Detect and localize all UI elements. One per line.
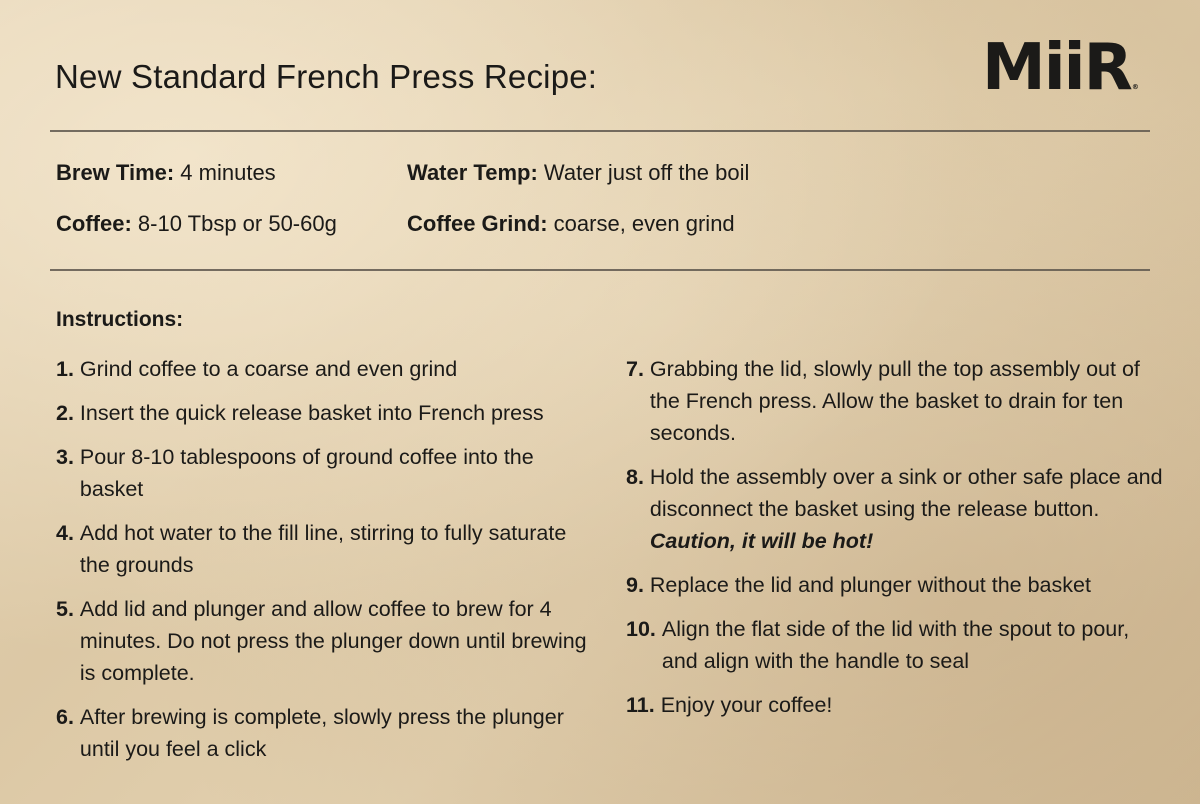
step-number: 7. [626,357,650,381]
spec-coffee [56,211,337,237]
step-text-main: Hold the assembly over a sink or other safe place and disconnect the basket using the release button. [649,465,1163,521]
step-number: 1. [56,357,80,381]
instruction-step-2 [56,397,601,429]
step-text: Add hot water to the fill line, stirring to fully saturate the grounds [79,521,567,577]
page-title: New Standard French Press Recipe: [55,58,598,95]
spec-coffee-grind-label: Coffee Grind: [407,211,548,236]
step-text: Grabbing the lid, slowly pull the top assembly out of the French press. Allow the basket to drain for ten seconds. [649,357,1140,445]
instruction-step-6 [56,701,601,765]
instruction-step-4 [56,517,601,581]
instruction-step-7 [626,353,1166,449]
step-number: 2. [56,401,80,425]
step-text: After brewing is complete, slowly press the plunger until you feel a click [79,705,564,761]
step-text: Insert the quick release basket into French press [79,401,544,425]
instruction-step-9 [626,569,1166,601]
step-text: Grind coffee to a coarse and even grind [79,357,458,381]
spec-brew-time [56,160,276,186]
instruction-step-5 [56,593,601,689]
step-text: Pour 8-10 tablespoons of ground coffee into the basket [79,445,534,501]
instructions-column-right [626,353,1166,733]
instruction-step-1 [56,353,601,385]
spec-brew-time-label: Brew Time: [56,160,175,185]
step-number: 9. [626,573,650,597]
step-number: 11. [626,693,661,717]
instruction-step-10 [626,613,1166,677]
spec-coffee-grind-value: coarse, even grind [547,211,735,236]
spec-brew-time-value: 4 minutes [174,160,276,185]
step-text [650,461,1166,557]
instructions-heading: Instructions: [56,308,184,331]
spec-water-temp-label: Water Temp: [407,160,538,185]
divider-bottom [50,269,1150,271]
spec-coffee-grind [407,211,735,237]
instruction-step-8 [626,461,1166,557]
spec-coffee-value: 8-10 Tbsp or 50-60g [131,211,337,236]
trademark-symbol: ® [1131,83,1139,91]
instructions-column-left [56,353,601,777]
step-text: Align the flat side of the lid with the spout to pour, and align with the handle to seal [661,617,1130,673]
instruction-step-3 [56,441,601,505]
step-text: Replace the lid and plunger without the basket [649,573,1091,597]
spec-coffee-label: Coffee: [56,211,132,236]
instruction-step-11 [626,689,1166,721]
spec-water-temp [407,160,749,186]
miir-logo [982,31,1139,105]
divider-top [50,130,1150,132]
step-text: Add lid and plunger and allow coffee to brew for 4 minutes. Do not press the plunger down until brewing is complete. [79,597,587,685]
step-text: Enjoy your coffee! [660,693,833,717]
step-number: 6. [56,705,80,729]
logo-wordmark: MiiR [982,31,1131,105]
step-number: 5. [56,597,80,621]
step-number: 3. [56,445,80,469]
caution-note: Caution, it will be hot! [649,529,874,553]
step-number: 10. [626,617,662,641]
spec-water-temp-value: Water just off the boil [537,160,750,185]
step-number: 4. [56,521,80,545]
step-number: 8. [626,465,650,489]
